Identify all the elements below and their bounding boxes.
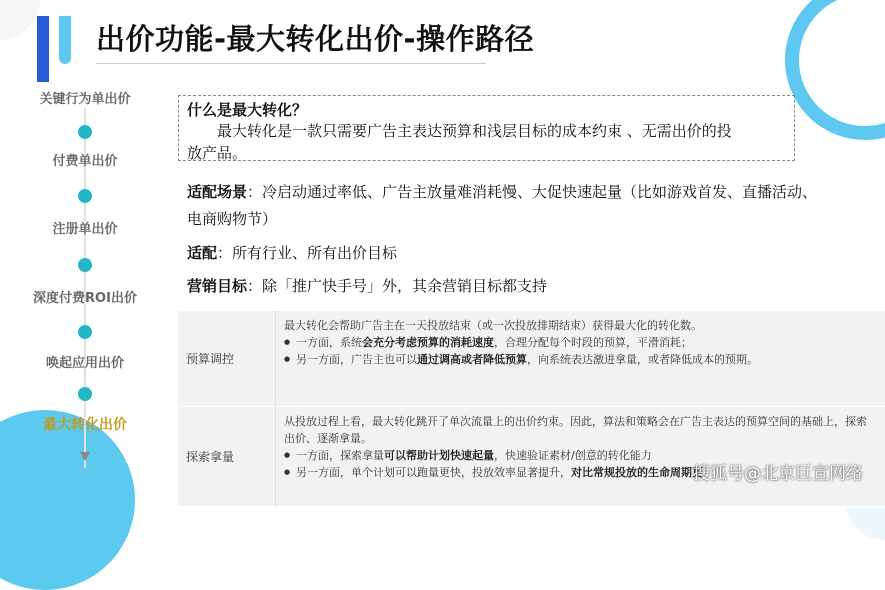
bullet-bold: 通过调高或者降低预算: [417, 353, 527, 366]
step-key-action-bid[interactable]: 关键行为单出价: [39, 92, 131, 107]
table-row-budget: [178, 311, 885, 407]
scene-text: ：冷启动通过率低、广告主放量难消耗慢、大促快速起量（比如游戏首发、直播活动、: [247, 183, 818, 201]
decor-ring-top-right: [785, 0, 885, 140]
bullet-item: [284, 334, 877, 351]
step-dot: [78, 189, 92, 203]
bullet-text: 另一方面，单个计划可以跑量更快，投放效率显著提升，: [296, 466, 571, 479]
step-register-bid[interactable]: 注册单出价: [52, 222, 118, 237]
scene-line1: [187, 180, 817, 205]
step-dot: [78, 125, 92, 139]
definition-question: 什么是最大转化？: [187, 101, 308, 119]
step-dot: [78, 387, 92, 401]
step-dot: [78, 325, 92, 339]
definition-answer-line2: 放产品。: [187, 144, 248, 162]
bullet-text: ，快速验证素材/创意的转化能力: [494, 449, 652, 462]
definition-box: [178, 95, 795, 161]
step-dot: [78, 258, 92, 272]
step-payment-bid[interactable]: 付费单出价: [52, 154, 118, 169]
bullet-item: [284, 351, 877, 368]
watermark: 搜狐号@北京巨宣网络: [693, 464, 863, 484]
step-deep-roi-bid[interactable]: 深度付费ROI出价: [33, 291, 137, 306]
arrow-down-icon: [80, 452, 90, 461]
bullet-bold: 对比常规投放的生命周期更: [571, 466, 703, 479]
row-body-budget: [276, 311, 885, 406]
logo-bar-blue: [37, 16, 49, 82]
row-body-explore: [276, 407, 885, 506]
bullet-text: 另一方面，广告主也可以: [296, 353, 417, 366]
bullet-text: ，合理分配每个时段的预算，平滑消耗；: [494, 336, 692, 349]
definition-answer-line1: 最大转化是一款只需要广告主表达预算和浅层目标的成本约束 、无需出价的投: [217, 122, 732, 140]
step-max-conversion-bid[interactable]: 最大转化出价: [43, 417, 127, 433]
bullet-bold: 可以帮助计划快速起量: [384, 449, 494, 462]
goal-line: [187, 274, 547, 299]
fit-line: [187, 241, 397, 266]
step-timeline: [20, 88, 150, 488]
scene-label: 适配场景: [187, 183, 248, 201]
fit-label: 适配: [187, 244, 218, 262]
scene-line2: 电商购物节）: [187, 210, 278, 228]
bullet-text: 一方面，系统: [296, 336, 362, 349]
decor-circle-top-left: [0, 0, 40, 40]
goal-label: 营销目标: [187, 277, 248, 295]
bullet-text: ，向系统表达激进拿量，或者降低成本的预期。: [527, 353, 758, 366]
title-underline: [96, 63, 486, 64]
page-title: 出价功能-最大转化出价-操作路径: [96, 22, 535, 56]
bullet-text: 一方面，探索拿量: [296, 449, 384, 462]
row-intro: 最大转化会帮助广告主在一天投放结束（或一次投放排期结束）获得最大化的转化数。: [284, 319, 702, 332]
brand-logo: [37, 16, 83, 82]
row-header-budget: 预算调控: [178, 311, 276, 406]
fit-text: ：所有行业、所有出价目标: [217, 244, 398, 262]
row-header-explore: 探索拿量: [178, 407, 276, 506]
logo-bar-cyan: [59, 16, 71, 64]
table-row-explore: [178, 407, 885, 507]
row-intro: 从投放过程上看，最大转化跳开了单次流量上的出价约束。因此，算法和策略会在广告主表达的预算空间的基础上，探索出价、逐渐拿量。: [284, 415, 867, 445]
step-app-invoke-bid[interactable]: 唤起应用出价: [45, 356, 124, 371]
goal-text: ：除「推广快手号」外，其余营销目标都支持: [247, 277, 548, 295]
bullet-bold: 会充分考虑预算的消耗速度: [362, 336, 494, 349]
